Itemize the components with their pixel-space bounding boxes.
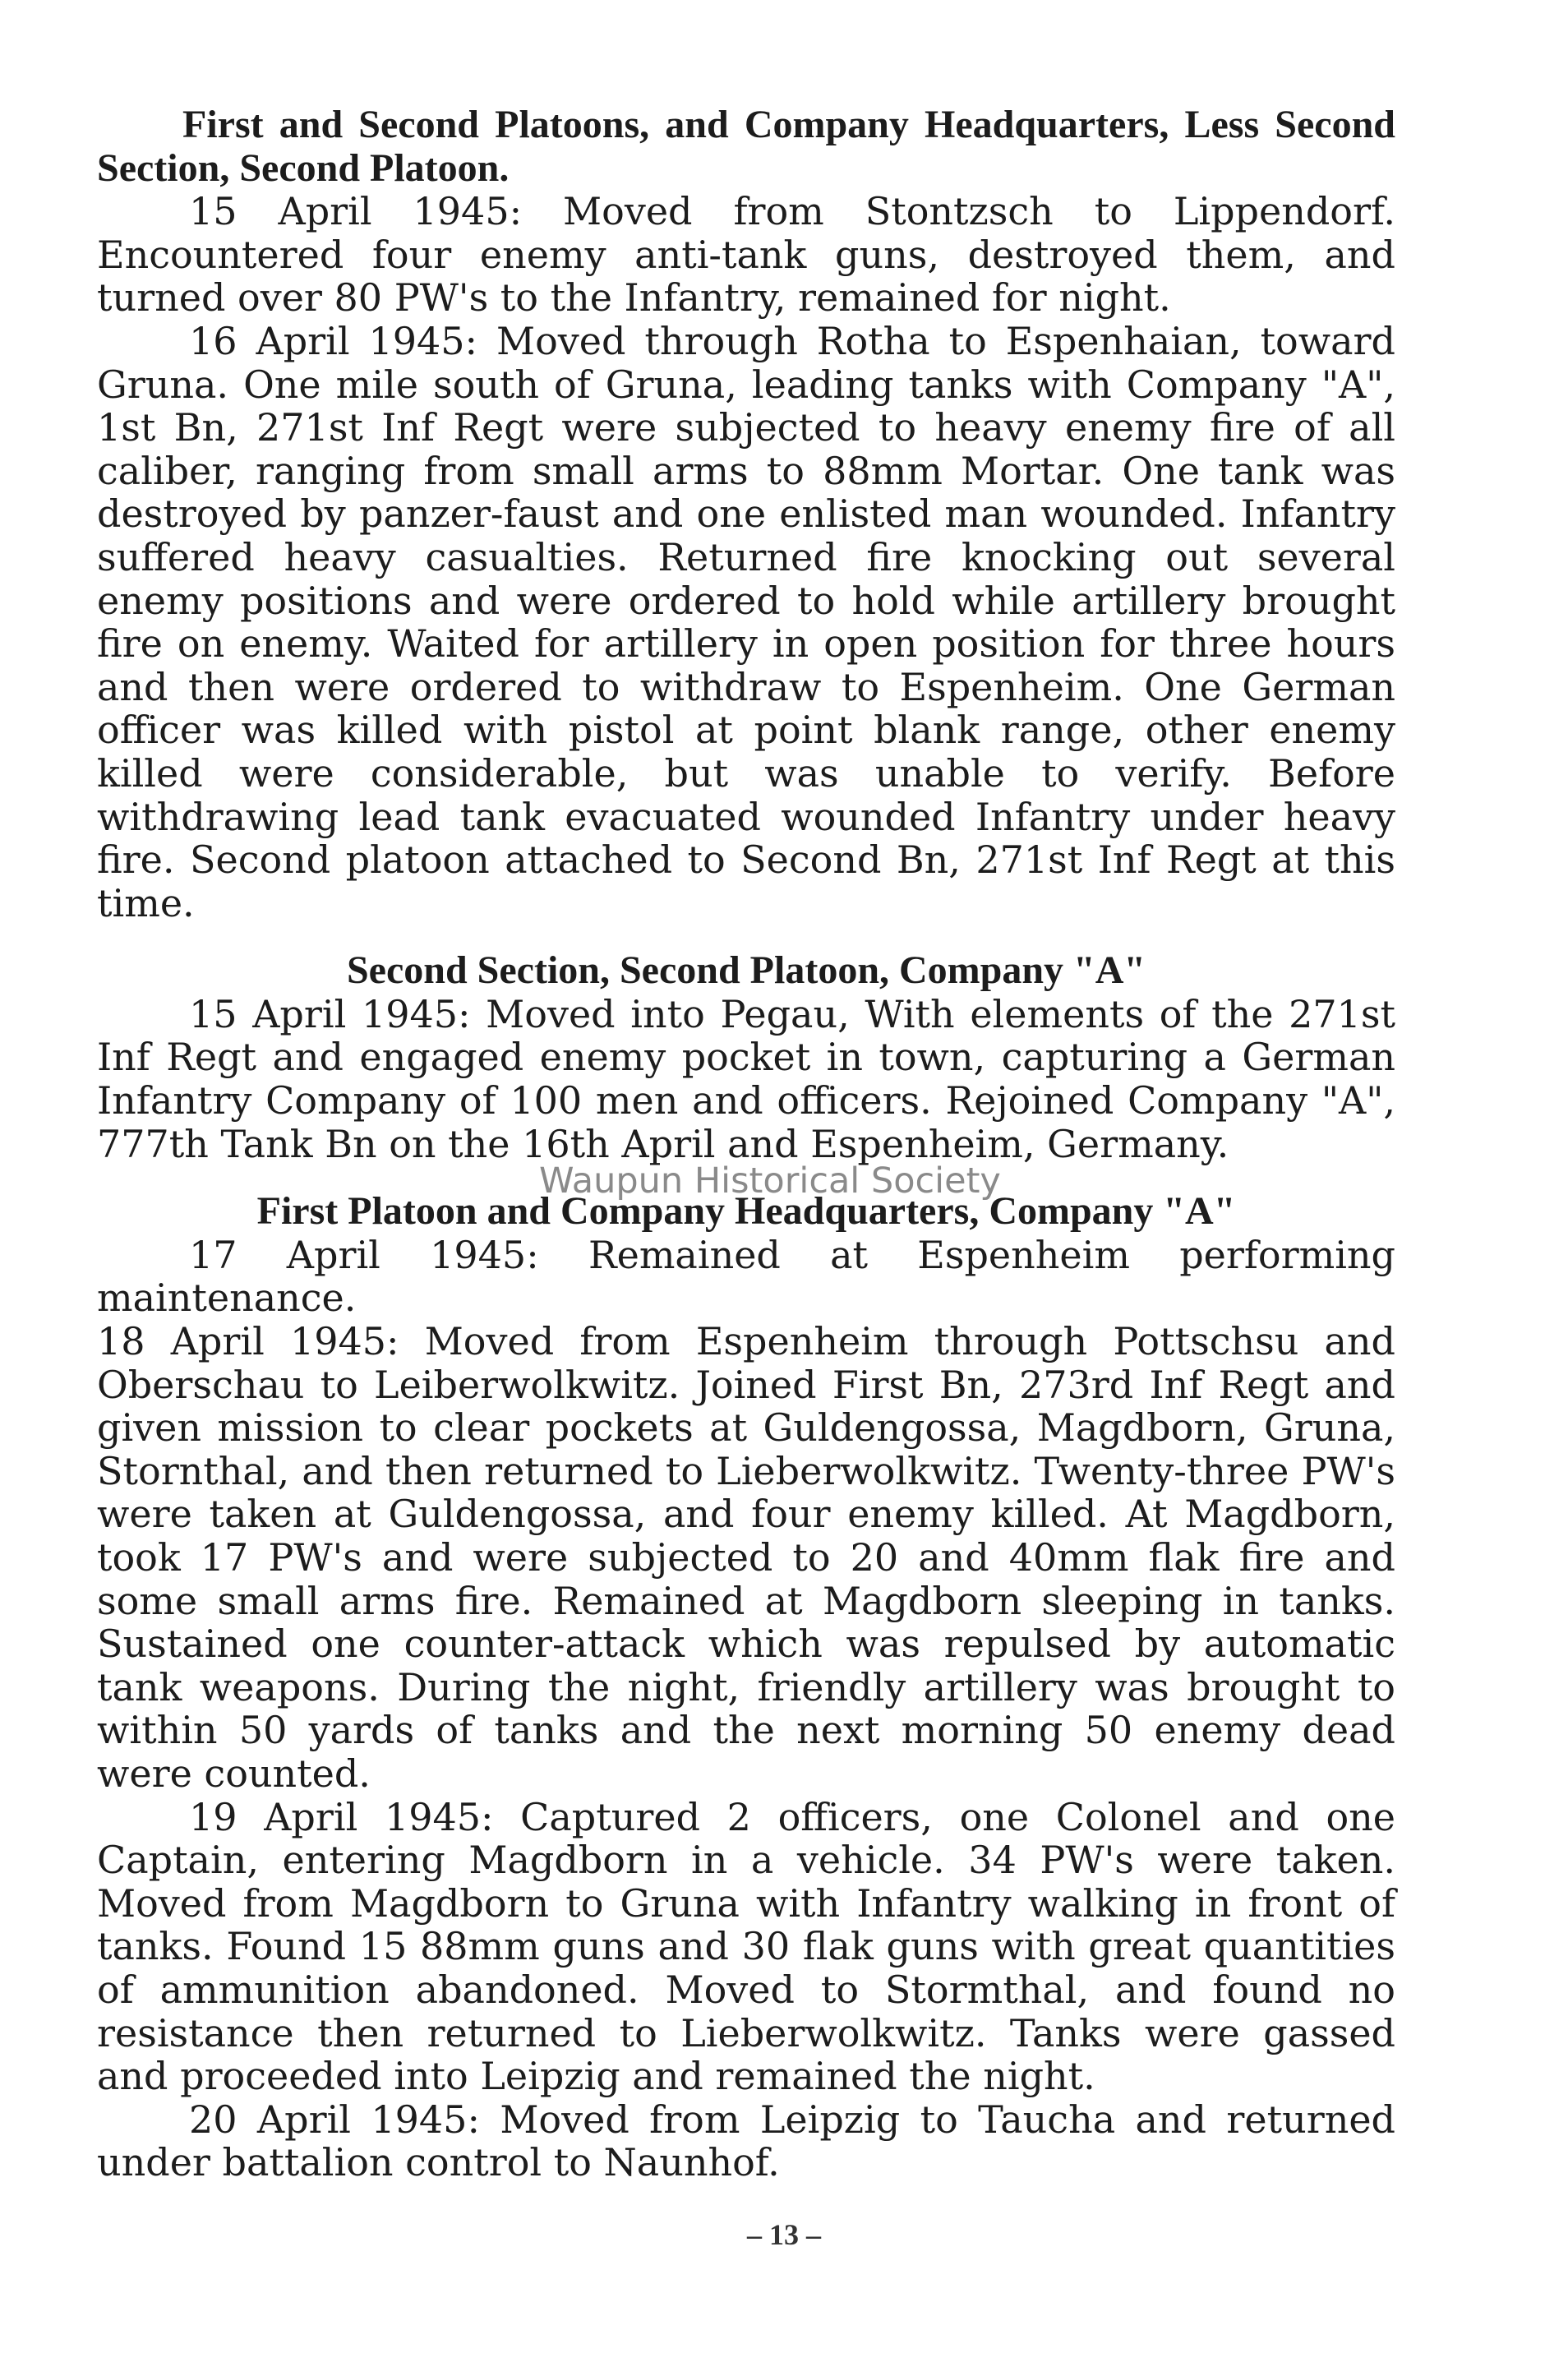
section-heading-first-platoon-hq: First Platoon and Company Headquarters, Company "A" <box>256 1189 1236 1234</box>
paragraph-19-april-leipzig: 19 April 1945: Captured 2 officers, one Colonel and one Captain, entering Magdborn in a vehicle. 34 PW's were taken. Moved from Magdborn to Gruna with Infantry walking in front of tanks. Found 15 88mm guns and 30 flak guns with great quantities of ammunition abandoned. Moved to Stormthal, and found no resistance then returned to Lieberwolkwitz. Tanks were gassed and proceeded into Leipzig and remained the night. <box>97 1794 1395 2099</box>
paragraph-18-april-magdborn: 18 April 1945: Moved from Espenheim through Pottschsu and Oberschau to Leiberwolkwitz. Joined First Bn, 273rd Inf Regt and given mission to clear pockets at Guldengossa, Magdborn, Gruna, Stornthal, and then returned to Lieberwolkwitz. Twenty-three PW's were taken at Guldengossa, and four enemy killed. At Magdborn, took 17 PW's and were subjected to 20 and 40mm flak fire and some small arms fire. Remained at Magdborn sleeping in tanks. Sustained one counter-attack which was repulsed by automatic tank weapons. During the night, friendly artillery was brought to within 50 yards of tanks and the next morning 50 enemy dead were counted. <box>97 1319 1395 1796</box>
paragraph-20-april-naunhof: 20 April 1945: Moved from Leipzig to Taucha and returned under battalion control to Naunhof. <box>97 2097 1395 2185</box>
paragraph-15-april-lippendorf: 15 April 1945: Moved from Stontzsch to Lippendorf. Encountered four enemy anti-tank guns, destroyed them, and turned over 80 PW's to the Infantry, remained for night. <box>97 189 1395 321</box>
paragraph-16-april-gruna: 16 April 1945: Moved through Rotha to Espenhaian, toward Gruna. One mile south of Gruna, leading tanks with Company "A", 1st Bn, 271st Inf Regt were subjected to heavy enemy fire of all caliber, ranging from small arms to 88mm Mortar. One tank was destroyed by panzer-faust and one enlisted man wounded. Infantry suffered heavy casualties. Returned fire knocking out several enemy positions and were ordered to hold while artillery brought fire on enemy. Waited for artillery in open position for three hours and then were ordered to withdraw to Espenheim. One German officer was killed with pistol at point blank range, other enemy killed were considerable, but was unable to verify. Before withdrawing lead tank evacuated wounded Infantry under heavy fire. Second platoon attached to Second Bn, 271st Inf Regt at this time. <box>97 318 1395 925</box>
paragraph-15-april-pegau: 15 April 1945: Moved into Pegau, With elements of the 271st Inf Regt and engaged enemy pocket in town, capturing a German Infantry Company of 100 men and officers. Rejoined Company "A", 777th Tank Bn on the 16th April and Espenheim, Germany. <box>97 991 1395 1166</box>
page-number-value: 13 <box>769 2218 799 2251</box>
paragraph-17-april-espenheim: 17 April 1945: Remained at Espenheim performing maintenance. <box>97 1232 1395 1321</box>
watermark-text: Waupun Historical Society <box>539 1160 1001 1202</box>
page-number: – 13 – <box>747 2218 821 2251</box>
document-body <box>97 104 1395 2184</box>
section-heading-second-section: Second Section, Second Platoon, Company "A" <box>346 948 1146 993</box>
section-heading-first-second-platoons: First and Second Platoons, and Company Headquarters, Less Second Section, Second Platoon. <box>97 103 1395 190</box>
